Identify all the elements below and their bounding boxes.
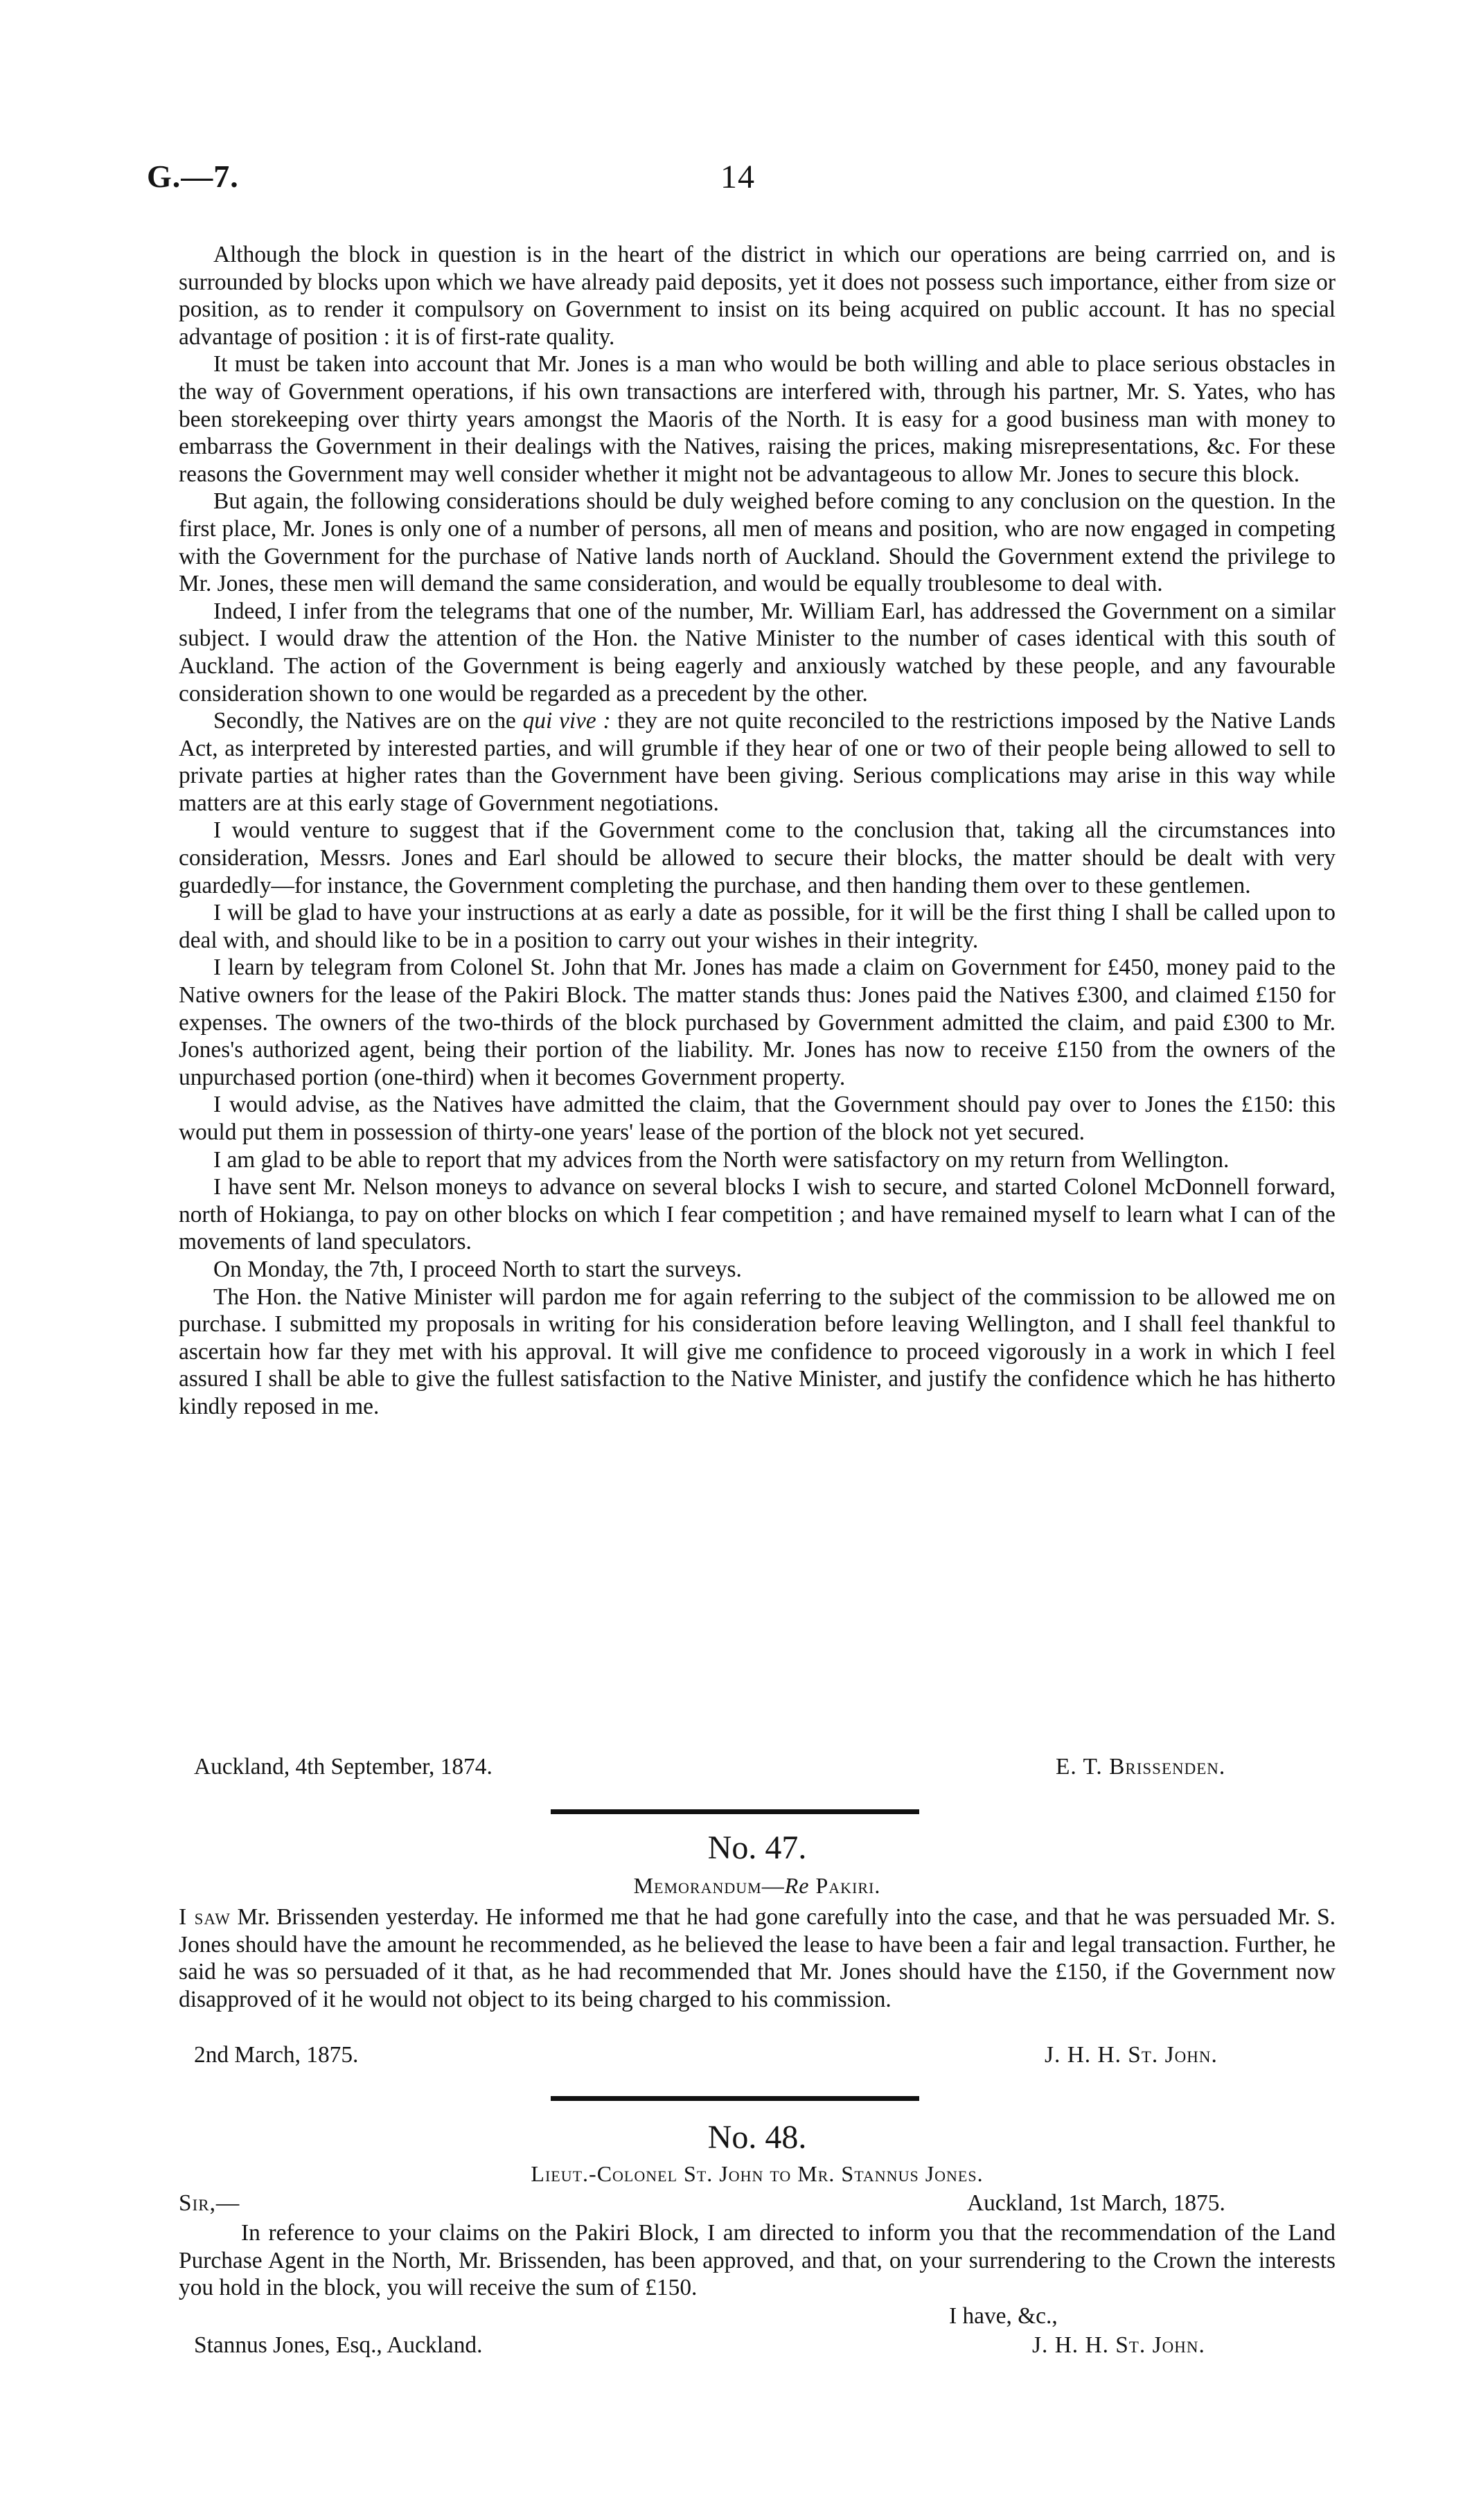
letter-place-date: Auckland, 1st March, 1875. xyxy=(967,2190,1225,2216)
paragraph: The Hon. the Native Minister will pardon me for again referring to the subject of the commission to be allowed me on purchase. I submitted my proposals in writing for his consideration before leaving Wellington, and I shall feel thankful to ascertain how far they met with his approval. It will give me confidence to proceed vigorously in a work in which I feel assured I shall be able to give the fullest satisfaction to the Native Minister, and justify the confidence which he has hitherto kindly reposed in me. xyxy=(179,1284,1336,1419)
memo-signature: J. H. H. St. John. xyxy=(1045,2042,1218,2068)
memo-date: 2nd March, 1875. xyxy=(194,2042,359,2068)
title-italic: Re xyxy=(784,1873,810,1898)
closing: I have, &c., xyxy=(949,2303,1058,2329)
paragraph: I will be glad to have your instructions at as early a date as possible, for it will be the first thing I shall be called upon to deal with, and should like to be in a position to carry out your wishes in their integrity. xyxy=(179,900,1336,953)
letter-signature: E. T. Brissenden. xyxy=(1056,1754,1226,1780)
title-end: Pakiri. xyxy=(809,1873,881,1898)
paragraph: I would venture to suggest that if the Government come to the conclusion that, taking all the circumstances into consideration, Messrs. Jones and Earl should be allowed to secure their blocks, the matter should be dealt with very guardedly—for instance, the Government completing the purchase, and then handing them over to these gentlemen. xyxy=(179,817,1336,898)
page-header-code: G.—7. xyxy=(147,159,239,194)
italic-phrase: qui vive : xyxy=(522,708,611,734)
salutation: Sir,— xyxy=(179,2190,240,2216)
paragraph-start: Secondly, the Natives are on the xyxy=(213,708,523,734)
paragraph: Indeed, I infer from the telegrams that one of the number, Mr. William Earl, has addressed the Government on a similar subject. I would draw the attention of the Hon. the Native Minister to the number of cases identical with this south of Auckland. The action of the Government is being eagerly and anxiously watched by these people, and any favourable consideration shown to one would be regarded as a precedent by the other. xyxy=(179,598,1336,707)
addressee: Stannus Jones, Esq., Auckland. xyxy=(194,2332,483,2358)
paragraph-text: Mr. Brissenden yesterday. He informed me that he had gone carefully into the case, and that he was persuaded Mr. S. Jones should have the amount he recommended, as he believed the lease to have been a fair and legal transaction. Further, he said he was so persuaded of it that, as he had recommended that Mr. Jones should have the £150, if the Government now disapproved of it he would not object to its being charged to his commission. xyxy=(179,1904,1336,2012)
paragraph: It must be taken into account that Mr. Jones is a man who would be both willing and able to place serious obstacles in the way of Government operations, if his own transactions are interfered with, through his partner, Mr. S. Yates, who has been storekeeping over thirty years amongst the Maoris of the North. It is easy for a good business man with money to embarrass the Government in their dealings with the Natives, raising the prices, making misrepresentations, &c. For these reasons the Government may well consider whether it might not be advantageous to allow Mr. Jones to secure this block. xyxy=(179,351,1336,487)
section-divider xyxy=(551,2096,919,2101)
letter-place-date: Auckland, 4th September, 1874. xyxy=(194,1754,493,1780)
page-number: 14 xyxy=(720,159,755,195)
paragraph: In reference to your claims on the Pakiri Block, I am directed to inform you that the recommendation of the Land Purchase Agent in the North, Mr. Brissenden, has been approved, and that, on your surrendering to the Crown the interests you hold in the block, you will receive the sum of £150. xyxy=(179,2220,1336,2301)
document-number: No. 48. xyxy=(707,2119,807,2156)
paragraph xyxy=(179,1904,1336,2013)
document-number: No. 47. xyxy=(707,1829,807,1866)
paragraph xyxy=(179,707,1336,817)
paragraph: I have sent Mr. Nelson moneys to advance on several blocks I wish to secure, and started Colonel McDonnell forward, north of Hokianga, to pay on other blocks on which I fear competition ; and have remained myself to learn what I can of the movements of land speculators. xyxy=(179,1174,1336,1255)
document-title: Lieut.-Colonel St. John to Mr. Stannus Jones. xyxy=(531,2161,984,2186)
paragraph: I am glad to be able to report that my advices from the North were satisfactory on my return from Wellington. xyxy=(213,1146,1230,1173)
letter-signature: J. H. H. St. John. xyxy=(1032,2332,1205,2358)
paragraph: I learn by telegram from Colonel St. John that Mr. Jones has made a claim on Government for £450, money paid to the Native owners for the lease of the Pakiri Block. The matter stands thus: Jones paid the Natives £300, and claimed £150 for expenses. The owners of the two-thirds of the block purchased by Government admitted the claim, and paid £300 to Mr. Jones's authorized agent, being their portion of the liability. Mr. Jones has now to receive £150 from the owners of the unpurchased portion (one-third) when it becomes Government property. xyxy=(179,955,1336,1090)
paragraph: Although the block in question is in the heart of the district in which our operations are being carrried on, and is surrounded by blocks upon which we have already paid deposits, yet it does not possess such importance, either from size or position, as to render it compulsory on Government to insist on its being acquired on public account. It has no special advantage of position : it is of first-rate quality. xyxy=(179,242,1336,350)
document-title xyxy=(179,1873,1336,1899)
letter-body xyxy=(179,241,1336,1421)
paragraph-rest: they are not quite reconciled to the restrictions imposed by the Native Lands Act, as interpreted by interested parties, and will grumble if they hear of one or two of their people being allowed to sell to private parties at higher rates than the Government have been giving. Serious complications may arise in this way while matters are at this early stage of Government negotiations. xyxy=(179,708,1336,816)
paragraph: On Monday, the 7th, I proceed North to start the surveys. xyxy=(213,1256,742,1282)
paragraph: But again, the following considerations should be duly weighed before coming to any conclusion on the question. In the first place, Mr. Jones is only one of a number of persons, all men of means and position, who are now engaged in competing with the Government for the purchase of Native lands north of Auckland. Should the Government extend the privilege to Mr. Jones, these men will demand the same consideration, and would be equally troublesome to deal with. xyxy=(179,488,1336,597)
paragraph: I would advise, as the Natives have admitted the claim, that the Government should pay over to Jones the £150: this would put them in possession of thirty-one years' lease of the portion of the block not yet secured. xyxy=(179,1092,1336,1145)
section-divider xyxy=(551,1809,919,1814)
lead-words: I saw xyxy=(179,1904,231,1930)
letter-body xyxy=(179,2219,1336,2302)
title-main: Memorandum— xyxy=(633,1873,785,1898)
memo-body xyxy=(179,1904,1336,2013)
